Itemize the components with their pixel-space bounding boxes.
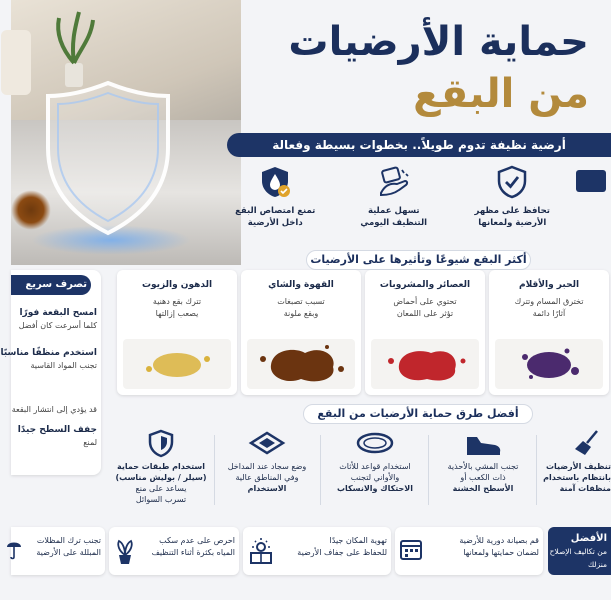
stain-card-line1: تترك بقع دهنية [152, 297, 202, 306]
method-line2: وفي المناطق عالية [235, 473, 299, 482]
method-divider [214, 435, 215, 505]
stains-grid [111, 270, 611, 400]
subtitle-ribbon: أرضية نظيفة تدوم طويلاً.. بخطوات بسيطة وفعالة [227, 133, 611, 157]
tip-line2: للحفاظ على جفاف الأرضية [297, 548, 387, 557]
benefit-line1: تسهل عملية [367, 206, 420, 216]
stain-card-title: القهوة والشاي [268, 280, 334, 290]
benefit-line2: التنظيف اليومي [360, 218, 428, 228]
benefit-item [453, 165, 572, 245]
calendar-icon [399, 537, 423, 561]
page-title: حماية الأرضيات [288, 19, 589, 65]
stain-swatch [123, 339, 231, 389]
method-line1: تنظيف الأرضيات [546, 462, 611, 471]
method-item [217, 425, 317, 515]
sun-window-icon [247, 537, 275, 565]
stain-swatch [247, 339, 355, 389]
benefit-partial [572, 165, 611, 245]
stain-swatch [495, 339, 603, 389]
shield-drop-icon [258, 165, 292, 199]
stain-card-oil [117, 270, 237, 395]
stain-card-juice [365, 270, 485, 395]
method-line2: (سيلر / بوليش مناسب) [115, 473, 207, 482]
method-line4: تسرب السوائل [135, 495, 187, 504]
stain-card-line2: آثارًا دائمة [532, 309, 566, 318]
hand-cleaning-icon [377, 165, 411, 199]
tip-line2: المبللة على الأرضية [36, 548, 101, 557]
quick-action-item [11, 308, 97, 330]
final-callout-line2: منزلك [587, 560, 607, 569]
benefit-line1: تمنع امتصاص البقع [235, 206, 316, 216]
method-line3: يساعد على منع [135, 484, 187, 493]
stains-section-title: أكثر البقع شيوعًا وتأثيرها على الأرضيات [306, 250, 531, 270]
methods-section-title: أفضل طرق حماية الأرضيات من البقع [303, 404, 533, 424]
methods-row [111, 425, 611, 520]
method-line1: وضع سجاد عند المداخل [227, 462, 307, 471]
quick-action-text: كلما أسرعت كان أفضل [18, 321, 97, 330]
stain-card-title: الدهون والزيوت [141, 280, 213, 290]
plant-icon [113, 537, 137, 565]
method-item [433, 425, 533, 515]
shield-icon [147, 429, 175, 457]
method-line1: تجنب المشي بالأحذية [447, 462, 519, 471]
quick-action-title: استخدم منظفًا مناسبًا [0, 348, 97, 358]
method-item [541, 425, 611, 515]
method-line3: الاحتكاك والانسكاب [336, 484, 413, 493]
tip-card [243, 527, 391, 575]
stain-card-line1: تسبب تصبغات [277, 297, 325, 306]
method-line3: الاستخدام [247, 484, 287, 493]
page-title-accent: من البقع [413, 71, 589, 117]
ink-splash-icon [495, 339, 603, 389]
stain-card-line2: وبقع ملونة [283, 309, 319, 318]
quick-action-item [11, 425, 97, 447]
tip-card [109, 527, 239, 575]
quick-action-title: جفف السطح جيدًا [17, 425, 97, 435]
final-callout-title: الأفضل [570, 533, 607, 544]
stain-card-line1: تخترق المسام وتترك [514, 297, 584, 306]
tips-row [11, 527, 546, 577]
sofa [1, 30, 31, 95]
tip-line1: احرص على عدم سكب [159, 536, 235, 545]
method-line1: استخدام قواعد للأثاث [339, 462, 411, 471]
final-callout-line1: من تكاليف الإصلاح [549, 547, 607, 556]
method-line2: بانتظام باستخدام [543, 473, 611, 482]
benefit-line2: داخل الأرضية [247, 218, 303, 228]
quick-action-note-text: قد يؤدي إلى انتشار البقعة [11, 405, 97, 414]
method-line3: الأسطح الخشنة [452, 484, 514, 493]
tip-line1: تجنب ترك المظلات [36, 536, 101, 545]
method-item [325, 425, 425, 515]
tip-text [36, 535, 101, 559]
benefit-item [216, 165, 335, 245]
tip-line1: تهوية المكان جيدًا [329, 536, 387, 545]
shield-check-icon [495, 165, 529, 199]
stain-card-title: العصائر والمشروبات [379, 280, 471, 290]
benefits-row [216, 165, 611, 245]
juice-splash-icon [371, 339, 479, 389]
method-item [111, 425, 211, 515]
tip-line2: لضمان حمايتها ولمعانها [463, 548, 539, 557]
method-divider [320, 435, 321, 505]
oil-splash-icon [123, 339, 231, 389]
method-line2: والأواني لتجنب [350, 473, 400, 482]
quick-action-heading: تصرف سريع [11, 275, 91, 295]
shoe-icon [463, 429, 503, 457]
tip-text [297, 535, 387, 559]
quick-action-note [11, 402, 97, 414]
stain-card-line2: يصعب إزالتها [155, 309, 199, 318]
stain-card-line2: تؤثر على اللمعان [396, 309, 454, 318]
method-line3: منظفات آمنة [559, 484, 611, 493]
tip-line1: قم بصيانة دورية للأرضية [459, 536, 539, 545]
rug-icon [247, 429, 287, 457]
tip-text [152, 535, 235, 559]
benefit-item [335, 165, 454, 245]
method-line1: استخدام طبقات حماية [116, 462, 206, 471]
method-line2: ذات الكعب أو [460, 473, 506, 482]
stain-card-coffee [241, 270, 361, 395]
glass-shield-icon [43, 78, 173, 238]
final-callout [548, 527, 611, 575]
broom-icon [573, 429, 601, 457]
quick-action-text: لمنع [83, 438, 97, 447]
quick-action-item [0, 348, 97, 370]
stain-card-title: الحبر والأقلام [518, 280, 580, 290]
tip-card [395, 527, 543, 575]
tip-line2: المياه بكثرة أثناء التنظيف [151, 548, 235, 557]
coffee-splash-icon [247, 339, 355, 389]
benefit-partial-icon [576, 165, 606, 195]
quick-action-panel [0, 270, 101, 475]
benefit-line1: تحافظ على مظهر [474, 206, 550, 216]
stain-card-ink [489, 270, 609, 395]
method-divider [428, 435, 429, 505]
umbrella-icon [5, 537, 23, 561]
plant-icon [51, 8, 97, 88]
hero-image [11, 0, 241, 265]
tip-text [459, 535, 539, 559]
furniture-pad-icon [355, 429, 395, 457]
stain-card-line1: تحتوي على أحماض [393, 297, 457, 306]
quick-action-title: امسح البقعة فورًا [19, 308, 97, 318]
tip-card [11, 527, 105, 575]
stain-swatch [371, 339, 479, 389]
benefit-line2: الأرضية ولمعانها [478, 218, 547, 228]
method-divider [536, 435, 537, 505]
quick-action-text: تجنب المواد القاسية [30, 361, 97, 370]
